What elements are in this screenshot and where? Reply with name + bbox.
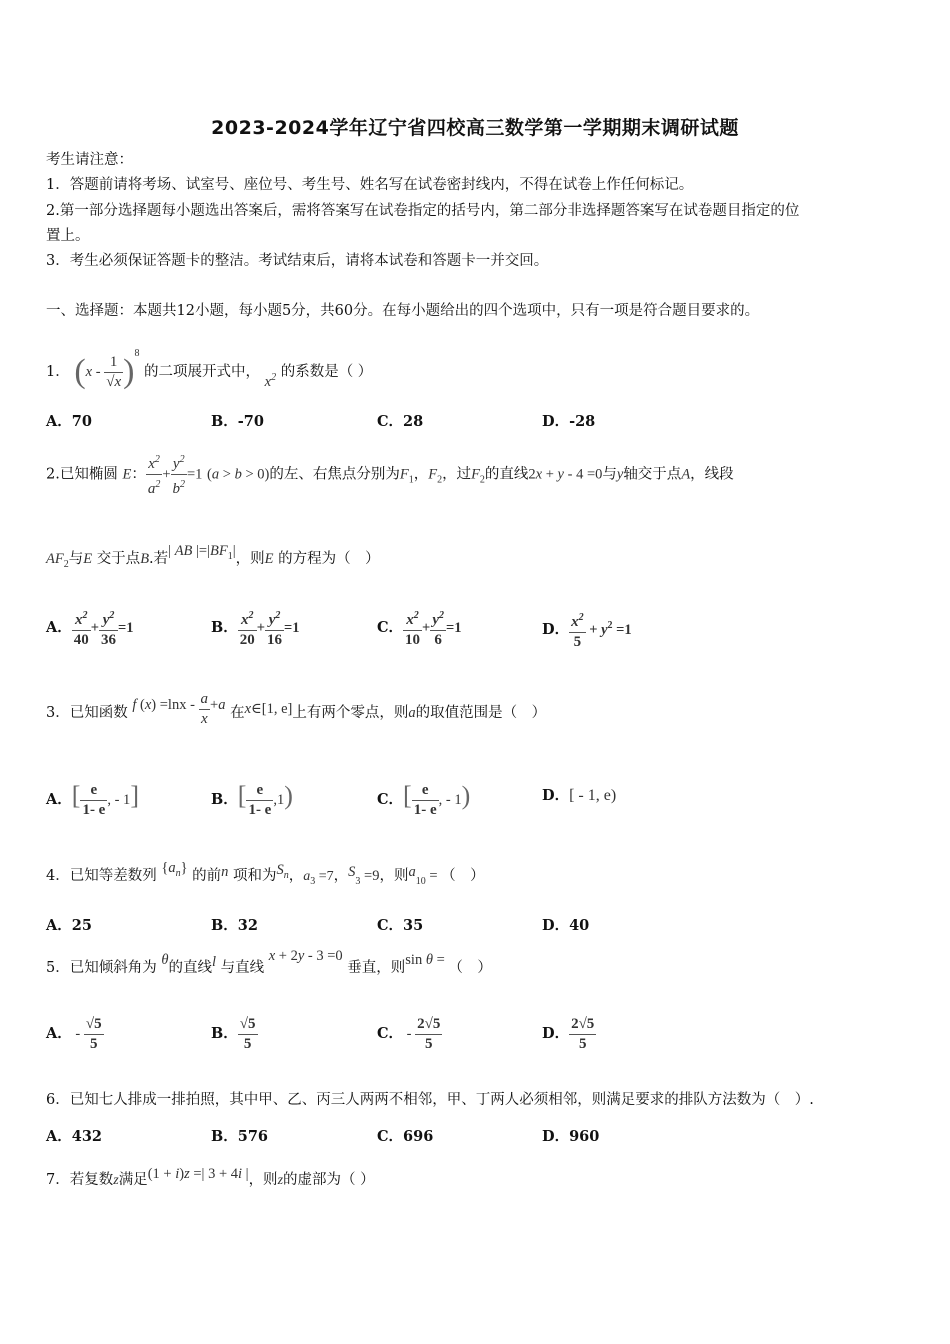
formula: x [85,364,93,380]
question-text: ，则 [248,1172,278,1188]
question-text: 已知椭圆 [59,466,118,483]
question-text: （ ） [448,960,492,976]
question-text: ，线段 [690,466,734,483]
option-d[interactable]: D．-28 [542,413,596,430]
question-text: ，则 [379,868,409,884]
question-2: 2.已知椭圆 E： $\frac{x^2}{a^2}$ + $\frac{y^2}{b^2}$ =1 (a > b > 0)的左、右焦点分别为$F_1$，$F_2$，过$F_2$的直线2x + y - 4 =0与y轴交于点A，线段 [46,450,734,501]
option-c[interactable]: C． $\frac{x^2}{10}$ + $\frac{y^2}{6}$ =1 [377,606,462,650]
question-number: 3． [46,705,70,721]
section-heading: 一、选择题：本题共12小题，每小题5分，共60分。在每小题给出的四个选项中，只有一项是符合题目要求的。 [46,303,760,319]
option-a[interactable]: A．[ $\frac{e}{1- e}$ , - 1] [46,781,139,818]
question-text: 的直线 [168,960,212,976]
option-c[interactable]: C．28 [377,413,424,430]
question-text: 的取值范围是（ ） [415,705,547,721]
question-text: 的虚部为（ ） [283,1172,375,1188]
option-b[interactable]: B．-70 [211,413,264,430]
question-text: 的直线 [484,466,529,483]
question-text: ，则 [235,551,265,567]
option-c[interactable]: C．[ $\frac{e}{1- e}$ , - 1) [377,781,471,818]
question-text: 的前 [192,868,222,884]
notice-item: 1．答题前请将考场、试室号、座位号、考生号、姓名写在试卷密封线内，不得在试卷上作任何标记。 [46,177,694,193]
question-1: 1． (x - $\frac{1}{√x}$ )$^8$ 的二项展开式中， $x^2$ 的系数是（ ） [46,348,373,390]
formula-paren: ( [74,353,86,390]
question-4: 4．已知等差数列 $\{a_n\}$ 的前n 项和为$S_n$，$a_3 =7$，$S_3 =9$，则$a_{10}$ = （ ） [46,860,485,887]
formula: $x^2$ [264,372,277,390]
option-a[interactable]: A． $\frac{x^2}{40}$ + $\frac{y^2}{36}$ =1 [46,606,134,650]
option-d[interactable]: D． $\frac{2√5}{5}$ [542,1015,595,1052]
question-3: 3．已知函数 f (x) =lnx - $\frac{a}{x}$ +a 在x∈[1, e]上有两个零点，则a的取值范围是（ ） [46,690,547,727]
question-number: 5． [46,960,70,976]
question-text: 的系数是（ ） [280,364,373,380]
question-text: 与直线 [220,960,265,976]
question-text: 的方程为（ ） [278,551,380,567]
formula-paren: ) [123,353,135,390]
option-c[interactable]: C．35 [377,917,424,934]
question-text: 已知函数 [69,705,128,721]
question-number: 1． [46,364,70,380]
question-text: 垂直，则 [347,960,406,976]
notice-item: 3．考生必须保证答题卡的整洁。考试结束后，请将本试卷和答题卡一并交回。 [46,253,549,269]
question-text: 已知等差数列 [69,868,157,884]
option-d[interactable]: D． $\frac{x^2}{5}$ + $y^2 =1$ [542,606,632,652]
option-c[interactable]: C． - $\frac{2√5}{5}$ [377,1015,441,1052]
question-number: 2. [46,466,60,483]
option-a[interactable]: A．70 [46,413,92,430]
notice-item: 2.第一部分选择题每小题选出答案后，需将答案写在试卷指定的括号内，第二部分非选择题答案写在试卷题目指定的位 [46,203,800,219]
question-text: 在 [230,705,245,721]
question-text: 满足 [118,1172,148,1188]
question-text: 轴交于点 [623,466,682,483]
question-text: 与 [602,466,617,483]
option-a[interactable]: A．25 [46,917,92,934]
question-text: 已知倾斜角为 [69,960,157,976]
option-d[interactable]: D．[ - 1, e) [542,787,617,804]
question-7: 7．若复数z满足(1 + i)z =| 3 + 4i |，则z的虚部为（ ） [46,1166,375,1188]
question-text: （ ） [441,868,485,884]
notice-heading: 考生请注意： [46,152,133,168]
option-b[interactable]: B．32 [211,917,258,934]
notice-item: 置上。 [46,228,90,244]
page-title: 2023-2024学年辽宁省四校高三数学第一学期期末调研试题 [211,117,739,139]
option-d[interactable]: D．40 [542,917,590,934]
option-b[interactable]: B．[ $\frac{e}{1- e}$ ,1) [211,781,293,818]
question-text: 交于点 [96,551,141,567]
question-text: ，过 [442,466,472,483]
option-b[interactable]: B． $\frac{x^2}{20}$ + $\frac{y^2}{16}$ =1 [211,606,300,650]
question-number: 4． [46,868,70,884]
option-b[interactable]: B．576 [211,1128,269,1145]
question-5: 5．已知倾斜角为 θ的直线l 与直线 x + 2y - 3 =0 垂直，则sin θ = （ ） [46,948,492,976]
option-c[interactable]: C．696 [377,1128,434,1145]
question-text: 项和为 [233,868,277,884]
option-a[interactable]: A．432 [46,1128,103,1145]
option-a[interactable]: A． - $\frac{√5}{5}$ [46,1015,102,1052]
question-text: 与 [68,551,84,567]
question-number: 7． [46,1172,70,1188]
question-text: .若 [149,551,169,567]
option-b[interactable]: B． $\frac{√5}{5}$ [211,1015,256,1052]
question-text: 若复数 [69,1172,114,1188]
formula-fraction: $\frac{1}{√x}$ [106,353,122,390]
question-text: 的左、右焦点分别为 [269,466,400,483]
question-2-cont: $AF_2$与E 交于点B.若| AB $|=|BF_1|$，则E 的方程为（ ） [46,543,380,570]
option-d[interactable]: D．960 [542,1128,600,1145]
formula: E [122,466,132,483]
question-6: 6．已知七人排成一排拍照，其中甲、乙、丙三人两两不相邻，甲、丁两人必须相邻，则满足要求的排队方法数为（ ）. [46,1092,814,1108]
question-text: 的二项展开式中， [144,364,261,380]
question-text: 上有两个零点，则 [292,705,409,721]
